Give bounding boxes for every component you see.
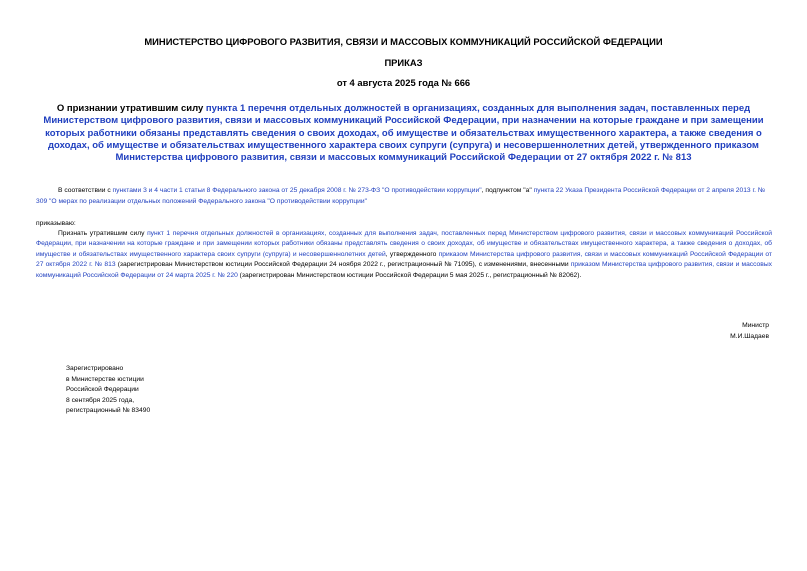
signature-position: Министр [742,322,769,329]
document-title [34,103,773,164]
body-text-1: Признать утратившим силу [58,229,148,237]
title-link[interactable]: пункта 1 перечня отдельных должностей в организациях, созданных для выполнения задач, поставленных перед Министерством цифрового развития, связи и массовых коммуникаций Российской Федерации, при назначении на которые граждане и при замещении которых работники обязаны представлять сведения о своих доходах, об имуществе и обязательствах имущественного характера, а также сведения о доходах, об имуществе и обязательствах имущественного характера своих супруги (супруга) и несовершеннолетних детей, утвержденного приказом Министерства цифрового развития, связи и массовых коммуникаций Российской Федерации от 27 октября 2022 г. № 813 [43,103,764,164]
order-body-paragraph [36,229,772,282]
basis-link-decree[interactable]: пункта 22 Указа Президента Российской Федерации от 2 апреля 2013 г. № 309 "О мерах по реализации отдельных положений Федерального закона "О противодействии коррупции" [36,187,766,205]
basis-link-federal-law[interactable]: пунктами 3 и 4 части 1 статьи 8 Федерального закона от 25 декабря 2008 г. № 273-ФЗ "О противодействии коррупции" [112,187,482,194]
registration-line: 8 сентября 2025 года, [66,396,135,404]
registration-line: регистрационный № 83490 [66,407,151,415]
registration-block [66,364,150,417]
signature-block [730,321,769,342]
signature-name: М.И.Шадаев [730,332,769,340]
registration-line: в Министерстве юстиции [66,375,144,383]
body-text-2: , утвержденного [385,250,439,258]
body-text-3: (зарегистрирован Министерством юстиции Российской Федерации 24 ноября 2022 г., регистрационный № 71095), с изменениями, внесенными [115,261,571,269]
registration-line: Российской Федерации [66,386,139,394]
document-date-number: от 4 августа 2025 года № 666 [336,77,471,88]
basis-text-2: , подпунктом "а" [481,187,534,194]
registration-line: Зарегистрировано [66,365,124,372]
orders-word: приказываю: [36,220,76,227]
document-type: ПРИКАЗ [384,57,423,68]
ministry-name: МИНИСТЕРСТВО ЦИФРОВОГО РАЗВИТИЯ, СВЯЗИ И МАССОВЫХ КОММУНИКАЦИЙ РОССИЙСКОЙ ФЕДЕРАЦИИ [144,36,663,47]
body-link-order-220[interactable]: приказом Министерства цифрового развития, связи и массовых коммуникаций Российской Федерации от 24 марта 2025 г. № 220 [36,261,772,279]
basis-text-1: В соответствии с [58,187,113,194]
body-text-4: (зарегистрирован Министерством юстиции Российской Федерации 5 мая 2025 г., регистрационный № 82062). [237,271,582,279]
legal-basis-paragraph [36,186,772,207]
body-link-item-1[interactable]: пункт 1 перечня отдельных должностей в организациях, созданных для выполнения задач, поставленных перед Министерством цифрового развития, связи и массовых коммуникаций Российской Федерации, при назначении на которые граждане и при замещении которых работники обязаны представлять сведения о своих доходах, об имуществе и обязательствах имущественного характера, а также сведения о доходах, об имуществе и обязательствах имущественного характера своих супруги (супруга) и несовершеннолетних детей [36,229,772,258]
title-prefix: О признании утратившим силу [56,103,206,114]
body-link-order-813[interactable]: приказом Министерства цифрового развития, связи и массовых коммуникаций Российской Федерации от 27 октября 2022 г. № 813 [36,250,772,269]
